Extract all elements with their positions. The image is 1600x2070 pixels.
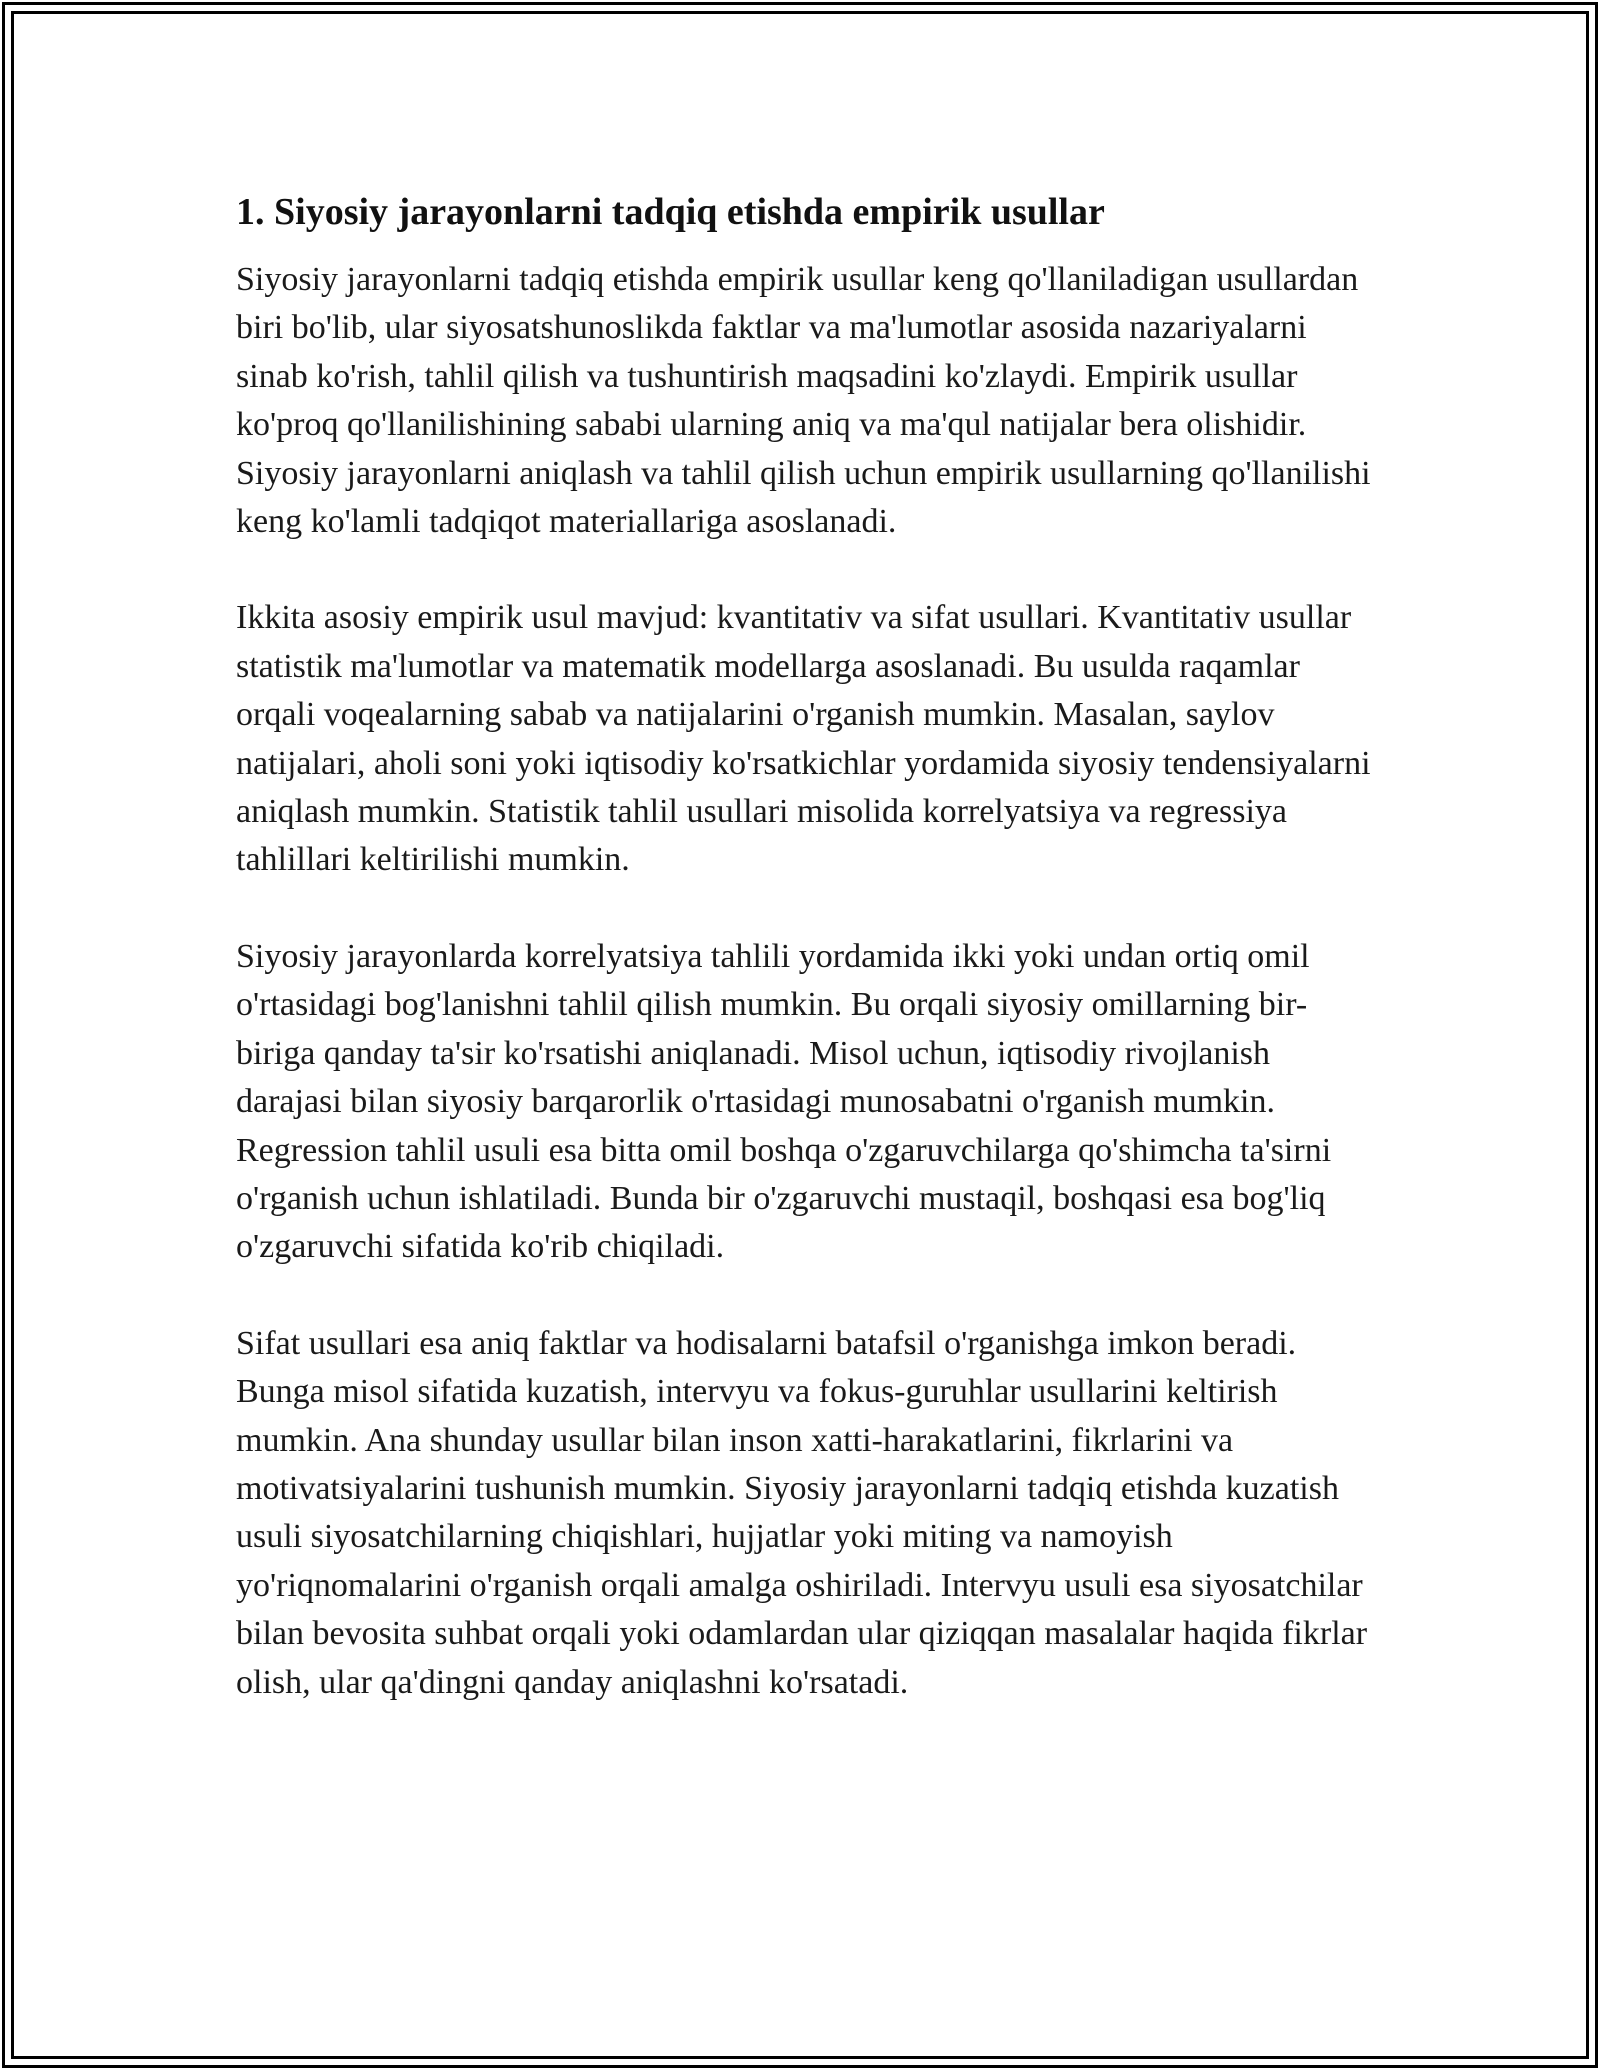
section-heading: 1. Siyosiy jarayonlarni tadqiq etishda empirik usullar <box>236 191 1105 233</box>
paragraph-correlation: Siyosiy jarayonlarda korrelyatsiya tahlili yordamida ikki yoki undan ortiq omil o'rtasidagi bog'lanishni tahlil qilish mumkin. Bu orqali siyosiy omillarning bir-biriga qanday ta'sir ko'rsatishi aniqlanadi. Misol uchun, iqtisodiy rivojlanish darajasi bilan siyosiy barqarorlik o'rtasidagi munosabatni o'rganish mumkin. Regression tahlil usuli esa bitta omil boshqa o'zgaruvchilarga qo'shimcha ta'sirni o'rganish uchun ishlatiladi. Bunda bir o'zgaruvchi mustaqil, boshqasi esa bog'liq o'zgaruvchi sifatida ko'rib chiqiladi. <box>236 937 1332 1266</box>
paragraph-methods: Ikkita asosiy empirik usul mavjud: kvantitativ va sifat usullari. Kvantitativ usullar statistik ma'lumotlar va matematik modellarga asoslanadi. Bu usulda raqamlar orqali voqealarning sabab va natijalarini o'rganish mumkin. Masalan, saylov natijalari, aholi soni yoki iqtisodiy ko'rsatkichlar yordamida siyosiy tendensiyalarni aniqlash mumkin. Statistik tahlil usullari misolida korrelyatsiya va regressiya tahlillari keltirilishi mumkin. <box>236 599 1371 879</box>
paragraph-qualitative: Sifat usullari esa aniq faktlar va hodisalarni batafsil o'rganishga imkon beradi. Bunga misol sifatida kuzatish, intervyu va fokus-guruhlar usullarini keltirish mumkin. Ana shunday usullar bilan inson xatti-harakatlarini, fikrlarini va motivatsiyalarini tushunish mumkin. Siyosiy jarayonlarni tadqiq etishda kuzatish usuli siyosatchilarning chiqishlari, hujjatlar yoki miting va namoyish yo'riqnomalarini o'rganish orqali amalga oshiriladi. Intervyu usuli esa siyosatchilar bilan bevosita suhbat orqali yoki odamlardan ular qiziqqan masalalar haqida fikrlar olish, ular qa'dingni qanday aniqlashni ko'rsatadi. <box>236 1324 1368 1701</box>
document-body <box>236 186 1376 1755</box>
paragraph-intro: Siyosiy jarayonlarni tadqiq etishda empirik usullar keng qo'llaniladigan usullardan biri bo'lib, ular siyosatshunoslikda faktlar va ma'lumotlar asosida nazariyalarni sinab ko'rish, tahlil qilish va tushuntirish maqsadini ko'zlaydi. Empirik usullar ko'proq qo'llanilishining sababi ularning aniq va ma'qul natijalar bera olishidir. Siyosiy jarayonlarni aniqlash va tahlil qilish uchun empirik usullarning qo'llanilishi keng ko'lamli tadqiqot materiallariga asoslanadi. <box>236 261 1371 541</box>
